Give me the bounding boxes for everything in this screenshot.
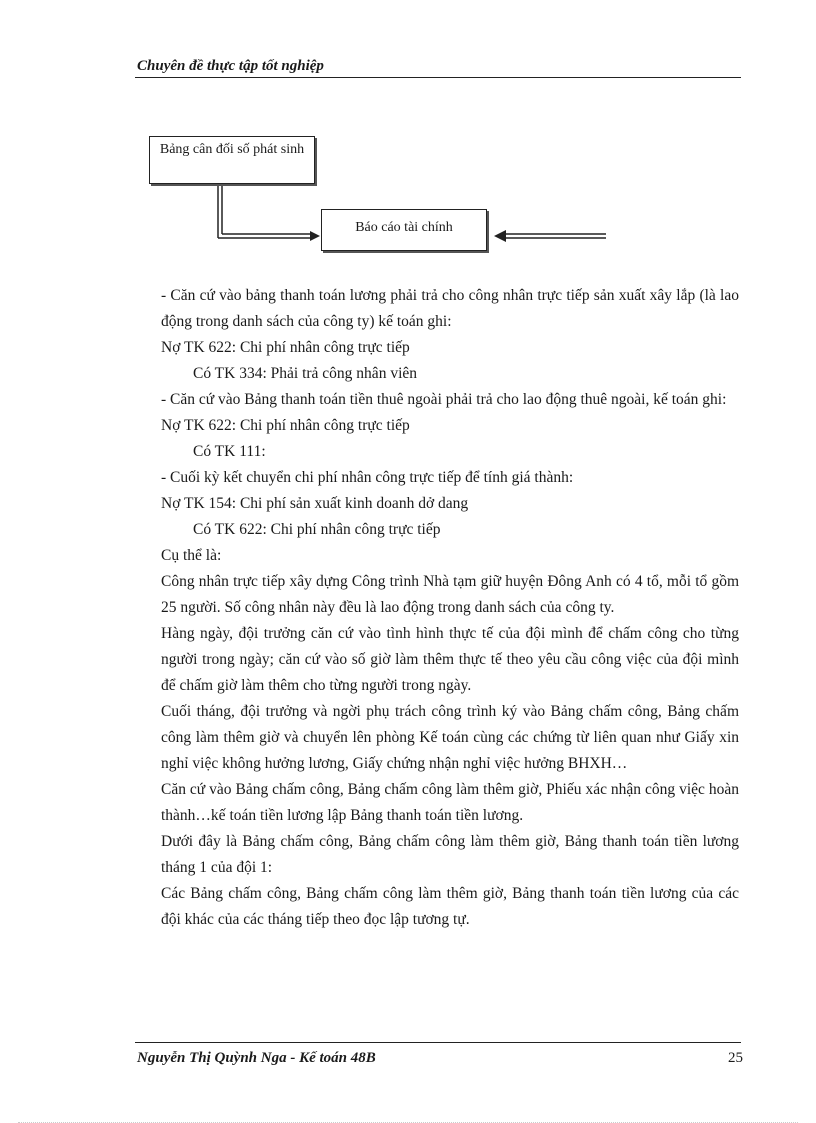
paragraph: - Căn cứ vào bảng thanh toán lương phải trả cho công nhân trực tiếp sản xuất xây lắp (là lao động trong danh sách của công ty) kế toán ghi: — [161, 287, 739, 330]
flow-diagram — [0, 0, 816, 300]
paragraph: Cuối tháng, đội trưởng và ngời phụ trách công trình ký vào Bảng chấm công, Bảng chấm công làm thêm giờ và chuyển lên phòng Kế toán cùng các chứng từ liên quan như Giấy xin nghỉ việc không hưởng lương, Giấy chứng nhận nghỉ việc hưởng BHXH… — [161, 703, 739, 772]
paragraph: Nợ TK 154: Chi phí sản xuất kinh doanh dở dang — [161, 495, 469, 512]
paragraph: Có TK 622: Chi phí nhân công trực tiếp — [193, 521, 441, 538]
paragraph: - Cuối kỳ kết chuyển chi phí nhân công trực tiếp để tính giá thành: — [161, 469, 574, 486]
paragraph: Có TK 111: — [193, 443, 266, 460]
arrowhead-left — [310, 231, 320, 241]
paragraph: Cụ thể là: — [161, 547, 222, 564]
paragraph: Công nhân trực tiếp xây dựng Công trình Nhà tạm giữ huyện Đông Anh có 4 tổ, mỗi tổ gồm 25 người. Số công nhân này đều là lao động trong danh sách của công ty. — [161, 573, 739, 616]
paragraph: Nợ TK 622: Chi phí nhân công trực tiếp — [161, 417, 410, 434]
box-financial-report — [321, 209, 487, 251]
paragraph: - Căn cứ vào Bảng thanh toán tiền thuê ngoài phải trả cho lao động thuê ngoài, kế toán ghi: — [161, 391, 727, 408]
paragraph: Có TK 334: Phải trả công nhân viên — [193, 365, 418, 382]
paragraph: Dưới đây là Bảng chấm công, Bảng chấm công làm thêm giờ, Bảng thanh toán tiền lương tháng 1 của đội 1: — [161, 833, 739, 876]
page-number: 25 — [728, 1050, 743, 1066]
footer-divider — [135, 1042, 741, 1043]
arrowhead-right — [494, 230, 506, 242]
paragraph: Căn cứ vào Bảng chấm công, Bảng chấm công làm thêm giờ, Phiếu xác nhận công việc hoàn thành…kế toán tiền lương lập Bảng thanh toán tiền lương. — [161, 781, 739, 824]
body-text — [137, 283, 739, 933]
footer-author: Nguyễn Thị Quỳnh Nga - Kế toán 48B — [137, 1050, 376, 1066]
box-financial-report-label: Báo cáo tài chính — [355, 220, 453, 235]
paragraph: Nợ TK 622: Chi phí nhân công trực tiếp — [161, 339, 410, 356]
paragraph: Hàng ngày, đội trưởng căn cứ vào tình hình thực tế của đội mình để chấm công cho từng người trong ngày; căn cứ vào số giờ làm thêm thực tế theo yêu cầu công việc của đội mình để chấm giờ làm thêm cho từng người trong ngày. — [161, 625, 739, 694]
paragraph: Các Bảng chấm công, Bảng chấm công làm thêm giờ, Bảng thanh toán tiền lương của các đội khác của các tháng tiếp theo đọc lập tương tự. — [161, 885, 739, 928]
box-trial-balance — [149, 136, 315, 184]
box-trial-balance-label: Bảng cân đối số phát sinh — [159, 142, 305, 157]
page-header-title: Chuyên đề thực tập tốt nghiệp — [137, 58, 324, 74]
